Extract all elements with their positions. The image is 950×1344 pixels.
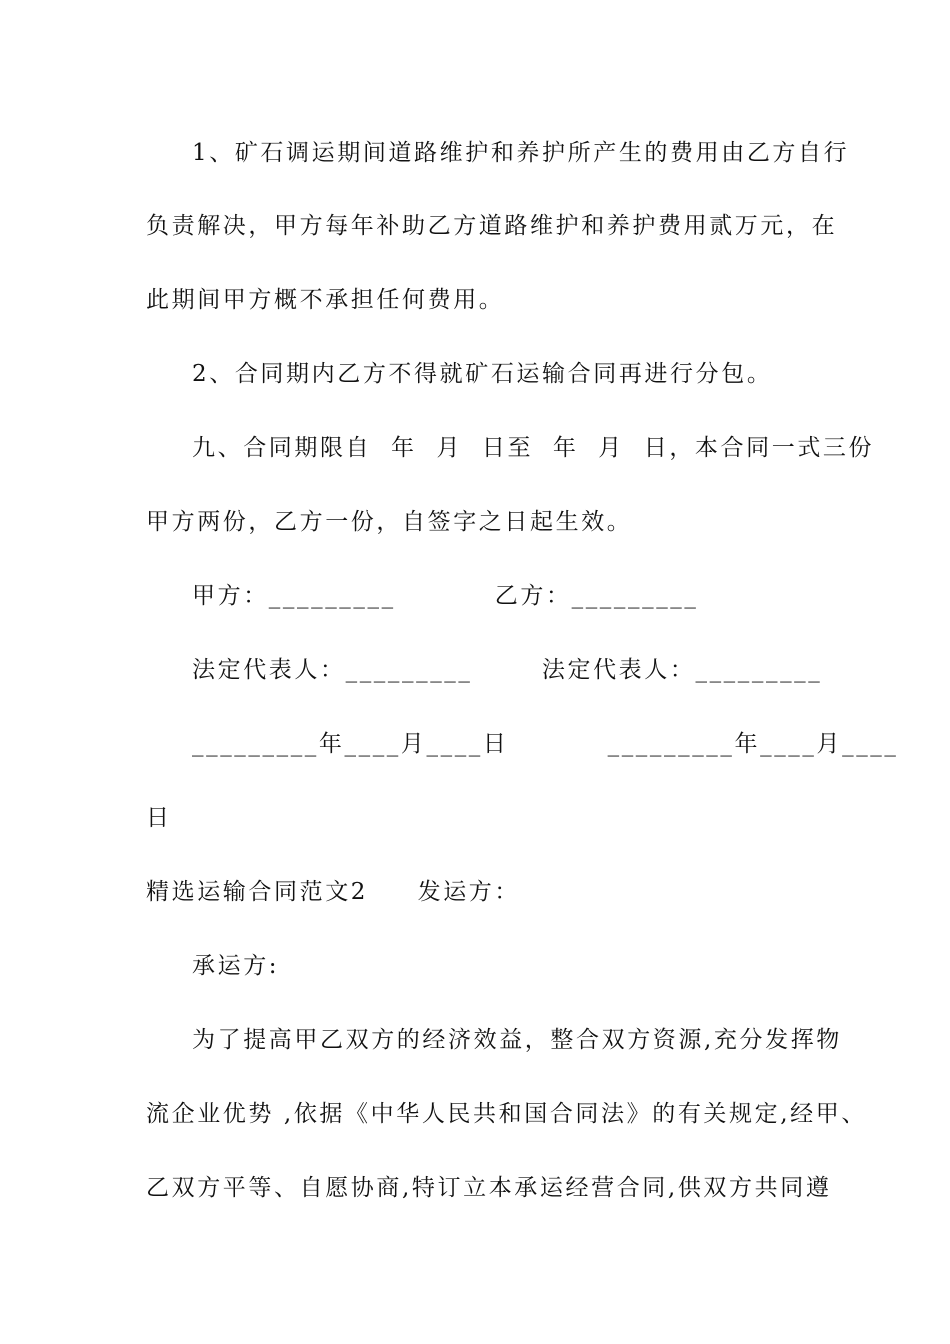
term-clause-line-1: 九、合同期限自 年 月 日至 年 月 日，本合同一式三份 [192,435,875,461]
signature-date-line: _________年____月____日 _________年____月____ [192,731,899,757]
signature-date-wrap: 日 [146,805,172,831]
clause-2-line-1: 2、合同期内乙方不得就矿石运输合同再进行分包。 [192,361,773,387]
preamble-line-2: 流企业优势 ,依据《中华人民共和国合同法》的有关规定,经甲、 [146,1101,867,1127]
signature-party-line: 甲方：_________ 乙方：_________ [192,583,699,609]
sample-2-heading: 精选运输合同范文2 发运方： [146,879,520,905]
carrier-label: 承运方: [192,953,280,979]
clause-1-line-2: 负责解决，甲方每年补助乙方道路维护和养护费用贰万元，在 [146,213,838,239]
clause-1-line-1: 1、矿石调运期间道路维护和养护所产生的费用由乙方自行 [192,140,850,166]
clause-1-line-3: 此期间甲方概不承担任何费用。 [146,287,505,313]
term-clause-line-2: 甲方两份，乙方一份，自签字之日起生效。 [146,509,633,535]
preamble-line-3: 乙双方平等、自愿协商,特订立本承运经营合同,供双方共同遵 [146,1175,832,1201]
signature-representative-line: 法定代表人：_________ 法定代表人：_________ [192,657,823,683]
preamble-line-1: 为了提高甲乙双方的经济效益，整合双方资源,充分发挥物 [192,1027,842,1053]
